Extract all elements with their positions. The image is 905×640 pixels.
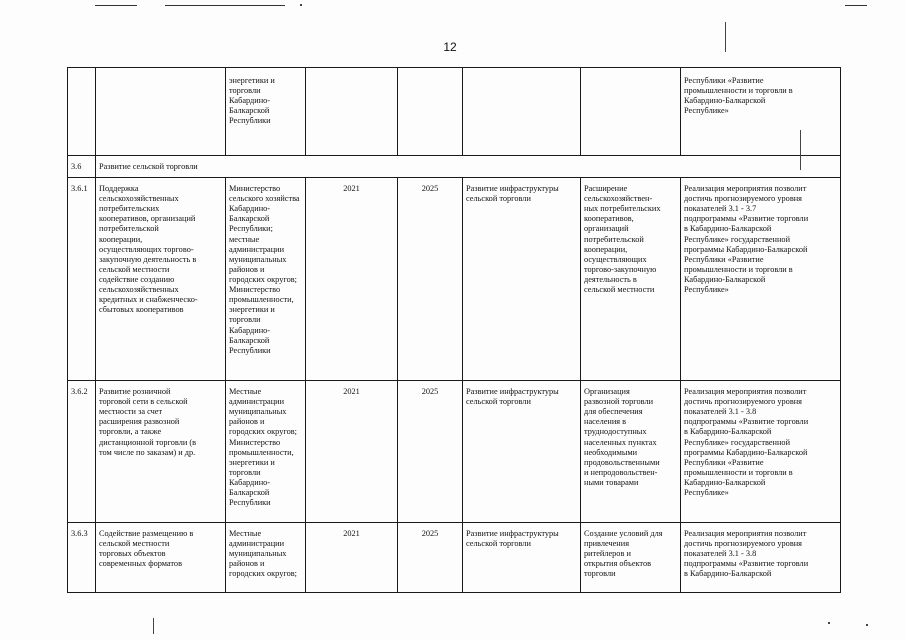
table-row <box>68 178 841 381</box>
section-number: 3.6 <box>68 156 96 178</box>
scan-mark <box>800 130 801 170</box>
cell-executor: Местные администрации муниципальных районов и городских округов; Министерство промышленности, энергетики и торговли Кабардино- Балкарской Республики <box>226 381 306 523</box>
table-row <box>68 381 841 523</box>
page-number: 12 <box>443 40 457 54</box>
cell-result: Реализация мероприятия позволит достичь прогнозируемого уровня показателей 3.1 - 3.8 подпрограммы «Развитие торговли в Кабардино-Балкарской <box>681 523 841 593</box>
header-rule-right <box>845 5 867 6</box>
cell-end-year <box>398 68 463 156</box>
table-row-continuation <box>68 68 841 156</box>
cell-start-year <box>306 68 398 156</box>
cell-result: Реализация мероприятия позволит достичь прогнозируемого уровня показателей 3.1 - 3.7 подпрограммы «Развитие торговли в Кабардино-Балкарской Республике» государственной программы Кабардино-Балкарской Республики «Развитие промышленности и торговли в Кабардино-Балкарской Республике» <box>681 178 841 381</box>
header-rule-middle <box>165 5 285 6</box>
table-row <box>68 523 841 593</box>
cell-result: Реализация мероприятия позволит достичь прогнозируемого уровня показателей 3.1 - 3.8 подпрограммы «Развитие торговли в Кабардино-Балкарской Республике» государственной программы Кабардино-Балкарской Республики «Развитие промышленности и торговли в Кабардино-Балкарской Республике» <box>681 381 841 523</box>
cell-name: Развитие розничной торговой сети в сельской местности за счет расширения развозной торговли, а также дистанционной торговли (в том числе по заказам) и др. <box>96 381 226 523</box>
program-activities-table <box>67 67 841 593</box>
cell-number <box>68 68 96 156</box>
cell-effect: Создание условий для привлечения ритейлеров и открытия объектов торговли <box>581 523 681 593</box>
cell-number: 3.6.1 <box>68 178 96 381</box>
cell-name <box>96 68 226 156</box>
cell-end-year: 2025 <box>398 381 463 523</box>
table-row-section <box>68 156 841 178</box>
cell-executor: Местные администрации муниципальных районов и городских округов; <box>226 523 306 593</box>
cell-name: Поддержка сельскохозяйственных потребительских кооперативов, организаций потребительской кооперации, осуществляющих торгово- закупочную деятельность в сельской местности содействие созданию сельскохозяйственных кредитных и снабженческо- сбытовых кооперативов <box>96 178 226 381</box>
cell-number: 3.6.3 <box>68 523 96 593</box>
scan-speck <box>828 622 830 624</box>
cell-start-year: 2021 <box>306 523 398 593</box>
header-rule-left <box>95 5 137 6</box>
cell-direction: Развитие инфраструктуры сельской торговли <box>463 381 581 523</box>
cell-end-year: 2025 <box>398 178 463 381</box>
cell-result: Республики «Развитие промышленности и торговли в Кабардино-Балкарской Республике» <box>681 68 841 156</box>
cell-executor: Министерство сельского хозяйства Кабардино- Балкарской Республики; местные администрации муниципальных районов и городских округов; Министерство промышленности, энергетики и торговли Кабардино- Балкарской Республики <box>226 178 306 381</box>
cell-effect: Организация развозной торговли для обеспечения населения в труднодоступных населенных пунктах необходимыми продовольственными и непродовольствен- ными товарами <box>581 381 681 523</box>
cell-effect: Расширение сельскохозяйствен- ных потребительских кооперативов, организаций потребительской кооперации, осуществляющих торгово-закупочную деятельность в сельской местности <box>581 178 681 381</box>
scan-speck <box>866 624 868 626</box>
cell-direction: Развитие инфраструктуры сельской торговли <box>463 523 581 593</box>
scan-mark <box>153 618 154 634</box>
cell-executor: энергетики и торговли Кабардино- Балкарской Республики <box>226 68 306 156</box>
cell-effect <box>581 68 681 156</box>
cell-start-year: 2021 <box>306 381 398 523</box>
scan-speck <box>300 4 302 6</box>
cell-direction: Развитие инфраструктуры сельской торговли <box>463 178 581 381</box>
cell-start-year: 2021 <box>306 178 398 381</box>
scan-mark <box>725 22 726 52</box>
section-title: Развитие сельской торговли <box>96 156 841 178</box>
cell-number: 3.6.2 <box>68 381 96 523</box>
cell-end-year: 2025 <box>398 523 463 593</box>
cell-name: Содействие размещению в сельской местности торговых объектов современных форматов <box>96 523 226 593</box>
cell-direction <box>463 68 581 156</box>
